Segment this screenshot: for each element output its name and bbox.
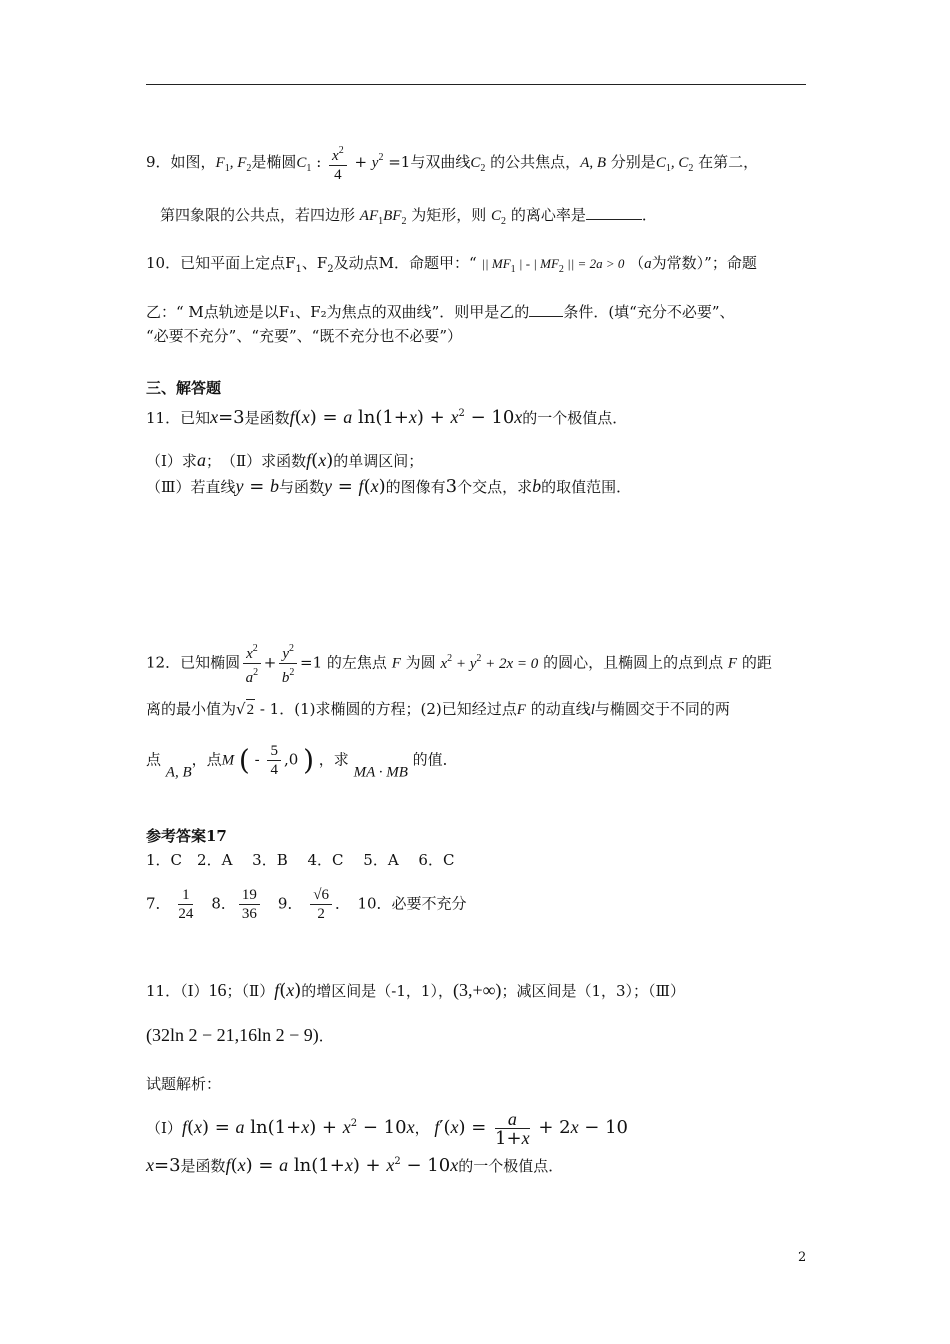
a11-line2: (32ln 2 − 21,16ln 2 − 9)． (146, 1025, 334, 1045)
q9-line2: 第四象限的公共点，若四边形 $AF_1BF_2$ 为矩形，则 $C_2$ 的离心率是 ． (160, 206, 657, 227)
a11-line4: （Ⅰ）f(x) = a $\ln(1+x) + x^2 - 10x$， f′(x) = $\frac{a}{1+x}$ + 2x − 10 (146, 1109, 629, 1149)
answers-row1: 1．C 2．A 3．B 4．C 5．A 6．C (146, 851, 455, 869)
q11-line2: （Ⅰ）求a； （Ⅱ）求函数f(x)的单调区间； (146, 450, 424, 471)
answers-row2: 7． $\frac{1}{24}$ 8． $\frac{19}{36}$ 9． $\frac{√6}{2}$ ． 10．必要不充分 (146, 887, 467, 922)
q11-line3: （Ⅲ）若直线y = b与函数y = f(x)的图像有3个交点，求b的取值范围． (146, 476, 632, 497)
q10-line3: “必要不充分”、“充要”、“既不充分也不必要”） (146, 327, 463, 345)
q9-line1: 9．如图，$F_1$, $F_2$是椭圆$C_1$ : $\frac{x^2}{4}$ + $y^2 =1$与双曲线$C_2$ 的公共焦点，A, B 分别是$C_1$, $C_2$ 在第二， (146, 142, 758, 184)
q10-line2: 乙：“ M点轨迹是以F₁、F₂为焦点的双曲线”．则甲是乙的 条件．(填“充分不必要”、 (146, 303, 735, 321)
q12-line3: 点 A, B，点M ( - $\frac{5}{4}$ ,0 ) ，求 MA · MB 的值． (146, 743, 458, 781)
q11-line1: 11．已知x=3是函数f(x) = a $\ln(1+x) + x^2 - 10x$的一个极值点． (146, 407, 628, 428)
a11-line1: 11．（Ⅰ）16；（Ⅱ）f(x)的增区间是（-1，1），(3,+∞)；减区间是（1，3）；（Ⅲ） (146, 980, 685, 1001)
q12-line1: 12．已知椭圆 $\frac{x^2}{a^2}$ + $\frac{y^2}{b^2}$ =1 的左焦点 F 为圆 $x^2 + y^2 + 2x = 0$ 的圆心，且椭圆上的点到点 F 的距 (146, 640, 772, 687)
analysis-label: 试题解析： (146, 1075, 222, 1093)
q12-line2: 离的最小值为√2 - 1．(1)求椭圆的方程；(2)已知经过点F 的动直线l与椭圆交于不同的两 (146, 700, 730, 718)
q10-line1: 10．已知平面上定点$F_1$、$F_2$及动点M．命题甲：“ || $MF_1$ | - | $MF_2$ || = 2a > 0 （a为常数）”；命题 (146, 254, 757, 275)
a11-line5: x=3是函数f(x) = a $\ln(1+x) + x^2 - 10x$的一个极值点． (146, 1155, 564, 1176)
page-number: 2 (798, 1250, 807, 1265)
header-rule (146, 84, 806, 85)
answer-blank (586, 205, 642, 220)
answers-title: 参考答案17 (146, 827, 227, 845)
section-heading: 三、解答题 (146, 379, 222, 397)
